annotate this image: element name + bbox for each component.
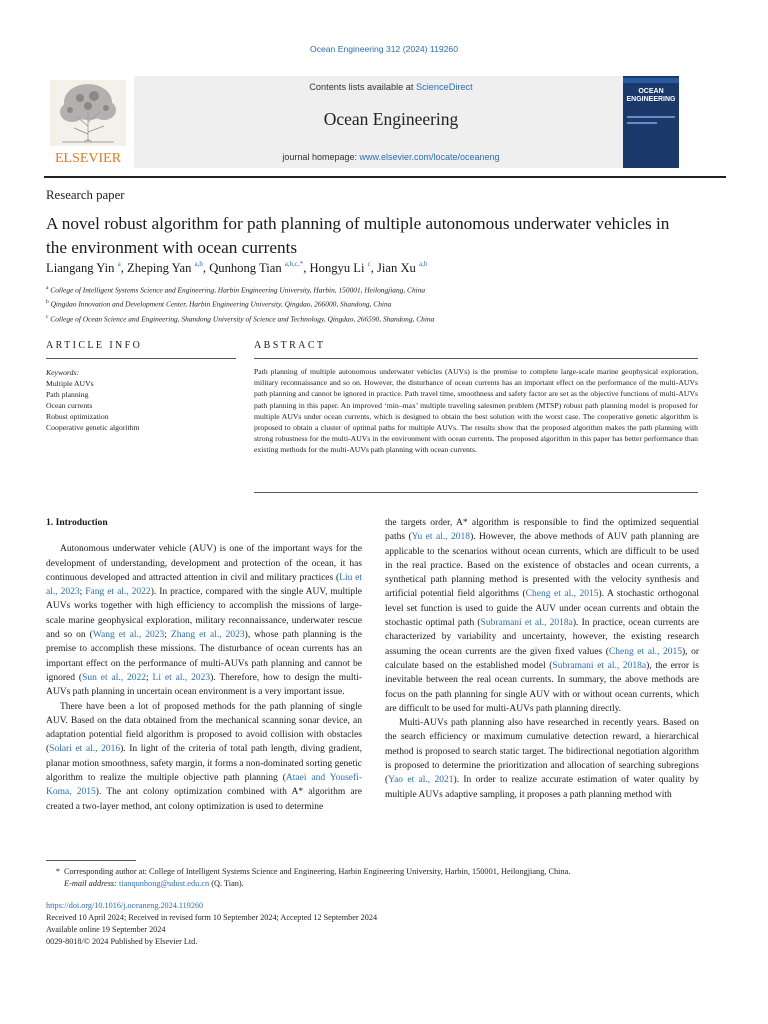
abstract-text: Path planning of multiple autonomous underwater vehicles (AUVs) is the premise to complete large-scale marine geophysical exploration, military reconnaissance and so on. However, the disturbance of ocean currents has an important effect on the performance of the multi-AUVs path planning and cannot be ignored in practice. Path travel time, smoothness and safety factor are set as the objective functions of multi-AUVs path planning in this paper. An improved ‘min–max’ multiple traveling salesmen problem (MTSP) robust path planning model is proposed for multiple AUVs under ocean currents, which is designed to obtain the best solution with the worst case. The cooperative genetic algorithm is proposed to obtain a cluster of optimal paths for multiple AUVs. The results show that the proposed algorithm makes the path planning with strong robustness for the multi-AUVs in the environment with ocean currents. The proposed algorithm in this paper has better performance than existing methods for the multi-AUVs path planning with ocean currents. xyxy=(254,367,698,455)
article-info-rule xyxy=(46,358,236,359)
cover-decoration xyxy=(627,122,657,124)
keyword: Ocean currents xyxy=(46,401,93,410)
cover-title xyxy=(623,88,679,103)
affiliation-key: b xyxy=(46,299,49,306)
section-title: 1. Introduction xyxy=(46,517,108,528)
paragraph-text: ), the error is inevitable between the real ocean currents. In summary, the above methods are focus on the path planning for single AUV with or without ocean currents, which are difficult to be used for multi-AUVs path planning directly. xyxy=(385,660,699,714)
paragraph-text: ). In practice, ocean currents are characterized by variability and uncertainty, however, the existing research assuming the ocean currents are the given fixed values ( xyxy=(385,618,699,657)
affiliation-text: Qingdao Innovation and Development Center, Harbin Engineering University, Qingdao, 266000, Shandong, China xyxy=(48,299,392,309)
citation-link[interactable]: Li et al., 2023 xyxy=(152,672,211,683)
paragraph-text: ). A stochastic orthogonal level set function is used to guide the AUV under ocean currents and obtain the stochastic optimal path ( xyxy=(385,589,699,629)
author-affiliation-marker[interactable]: a xyxy=(117,260,121,268)
citation-link[interactable]: Ataei and Yousefi-Koma, 2015 xyxy=(46,773,362,798)
keyword: Path planning xyxy=(46,390,89,399)
elsevier-tree-icon xyxy=(44,76,132,168)
contents-prefix: Contents lists available at xyxy=(309,82,417,92)
corresponding-text: Corresponding author at: College of Intelligent Systems Science and Engineering, Harbin Engineering University, Harbin, 150001, Heilongjiang, China. xyxy=(64,867,571,876)
homepage-link[interactable]: www.elsevier.com/locate/oceaneng xyxy=(359,152,500,162)
author-affiliation-marker[interactable]: a,b xyxy=(419,260,428,268)
cover-top-band xyxy=(623,78,679,83)
corresponding-author-note xyxy=(46,866,726,878)
citation-link[interactable]: Wang et al., 2023 xyxy=(92,630,165,641)
author-name[interactable]: Jian Xu xyxy=(377,261,416,275)
author-name[interactable]: Hongyu Li xyxy=(309,261,365,275)
received-dates: Received 10 April 2024; Received in revised form 10 September 2024; Accepted 12 September 2024 xyxy=(46,913,378,922)
keywords-label: Keywords: xyxy=(46,368,80,377)
homepage-prefix: journal homepage: xyxy=(282,152,360,162)
cover-decoration xyxy=(627,116,675,118)
paragraph-text: ). In practice, compared with the single AUV, multiple AUVs works together with high efficiency to accomplish the missions of large-scale marine geophysical exploration, military reconnaissance, underwater rescue and so on ( xyxy=(46,587,363,641)
paragraph xyxy=(46,700,362,814)
publication-info xyxy=(46,900,646,948)
affiliation xyxy=(46,282,726,296)
citation-link[interactable]: Cheng et al., 2015 xyxy=(608,646,682,657)
article-info-heading: ARTICLE INFO xyxy=(46,340,143,351)
journal-header xyxy=(44,76,726,171)
footnote-divider xyxy=(46,860,136,861)
sciencedirect-link[interactable]: ScienceDirect xyxy=(416,82,473,92)
paragraph-text: ), or calculate based on the established model ( xyxy=(385,646,700,671)
author-name[interactable]: Qunhong Tian xyxy=(209,261,282,275)
paragraph-text: ). Therefore, how to design the multi-AUVs path planning in uncertain ocean environment is a very important issue. xyxy=(46,672,363,698)
paragraph-text: ; xyxy=(79,587,86,598)
affiliation-text: College of Intelligent Systems Science and Engineering, Harbin Engineering University, Harbin, 150001, Heilongjiang, China xyxy=(48,285,426,295)
paragraph-text: ). In order to realize accurate estimation of water quality by multiple AUVs adaptive sampling, it proposes a path planning method with xyxy=(385,775,699,800)
citation-link[interactable]: Zhang et al., 2023 xyxy=(170,630,245,641)
paragraph-text: ). In light of the criteria of total path length, diving gradient, planar motion smoothness, safety margin, it forms a non-dominated sorting genetic algorithm to realize the multiple objective path planning ( xyxy=(46,744,363,784)
cover-title-line-2: ENGINEERING xyxy=(626,95,676,103)
citation-link[interactable]: Liu et al., 2023 xyxy=(46,572,362,598)
affiliation-key: c xyxy=(46,313,49,320)
affiliation-key: a xyxy=(46,285,49,291)
paragraph-text: Autonomous underwater vehicle (AUV) is one of the important ways for the development of understanding, development and protection of the ocean, it has continuous developed and attracted attention in civil and military practices ( xyxy=(46,544,362,583)
elsevier-logo[interactable] xyxy=(44,76,132,168)
paragraph-text: ; xyxy=(164,630,171,641)
keyword: Cooperative genetic algorithm xyxy=(46,423,140,432)
affiliation xyxy=(46,311,726,325)
available-online: Available online 19 September 2024 xyxy=(46,925,166,934)
journal-cover-image[interactable] xyxy=(623,76,679,168)
author-name[interactable]: Zheping Yan xyxy=(127,261,192,275)
citation-link[interactable]: Sun et al., 2022 xyxy=(82,672,146,683)
footnote-marker: * xyxy=(55,867,60,876)
paragraph-text: ). However, the above methods of AUV path planning are applicable to the scenarios without ocean currents, which are difficult to be used in the real practice. Based on the existence of obstacles and ocean currents, a synthetical path planning method is presented with the velocity synthesis and artificial potential field algorithms ( xyxy=(385,532,699,600)
paragraph-text: ; xyxy=(146,672,153,683)
paragraph-text: There have been a lot of proposed methods for the path planning of single AUV. Based on the data obtained from the mechanical scanning sonar device, an adaptation potential field algorithm is proposed to avoid collision with obstacles ( xyxy=(46,701,362,755)
citation-link[interactable]: Yu et al., 2018 xyxy=(411,532,471,543)
email-line xyxy=(46,878,726,890)
journal-banner xyxy=(134,76,648,168)
paragraph xyxy=(46,542,362,699)
journal-citation[interactable]: Ocean Engineering 312 (2024) 119260 xyxy=(310,44,458,54)
paragraph-text: the targets order, A* algorithm is responsible to find the optimized sequential paths ( xyxy=(385,518,699,543)
citation-link[interactable]: Solari et al., 2016 xyxy=(49,744,121,755)
citation-link[interactable]: Subramani et al., 2018a xyxy=(480,618,573,629)
journal-name: Ocean Engineering xyxy=(323,109,459,129)
keywords-block xyxy=(46,367,236,433)
homepage-line xyxy=(134,152,648,162)
author-list: Liangang Yin $^a$, Zheping Yan $^{a,b}$, Qunhong Tian $^{a,b,c,*}$, Hongyu Li $^c$, Jian Xu $^{a,b}$ xyxy=(46,260,428,275)
body-column-left xyxy=(46,516,362,814)
body-column-right xyxy=(385,516,699,802)
email-link[interactable]: tianqunhong@sdust.edu.cn xyxy=(119,879,210,888)
cover-title-line-1: OCEAN xyxy=(638,88,664,95)
paragraph-text: Multi-AUVs path planning also have researched in recently years. Based on the search efficiency or maximum cumulative detection reward, a hierarchical method is proposed to search static target. The bidirectional negotiation algorithm is proposed to determine the prioritization and allocation of searching subregions ( xyxy=(385,718,699,786)
affiliations xyxy=(46,282,726,325)
email-suffix: (Q. Tian). xyxy=(211,879,244,888)
doi-link[interactable]: https://doi.org/10.1016/j.oceaneng.2024.119260 xyxy=(46,901,204,910)
article-title: A novel robust algorithm for path planning of multiple autonomous underwater vehicles in the environment with ocean currents xyxy=(46,214,670,257)
keywords-list xyxy=(46,378,236,433)
paragraph-text: ). The ant colony optimization combined with A* algorithm are created a two-layer method, ant colony optimization is used to determine xyxy=(46,787,363,812)
keyword: Robust optimization xyxy=(46,412,109,421)
author-affiliation-marker[interactable]: a,b xyxy=(194,260,203,268)
header-divider xyxy=(44,176,726,178)
citation-link[interactable]: Cheng et al., 2015 xyxy=(525,589,599,600)
author-affiliation-marker[interactable]: a,b,c,* xyxy=(284,260,304,268)
citation-link[interactable]: Yao et al., 2021 xyxy=(388,775,454,786)
abstract-heading: ABSTRACT xyxy=(254,340,326,351)
email-label: E-mail address: xyxy=(64,879,117,888)
abstract-bottom-rule xyxy=(254,492,698,493)
footnote xyxy=(46,866,726,890)
affiliation xyxy=(46,296,726,310)
paragraph xyxy=(385,716,699,802)
article-type: Research paper xyxy=(46,188,125,202)
citation-link[interactable]: Fang et al., 2022 xyxy=(85,587,151,598)
keyword: Multiple AUVs xyxy=(46,379,94,388)
citation-link[interactable]: Subramani et al., 2018a xyxy=(552,660,647,671)
affiliation-text: College of Ocean Science and Engineering, Shandong University of Science and Technology, Qingdao, 266590, Shandong, China xyxy=(48,314,435,324)
copyright: 0029-8018/© 2024 Published by Elsevier Ltd. xyxy=(46,937,198,946)
paragraph xyxy=(385,516,699,716)
abstract-rule xyxy=(254,358,698,359)
publisher-wordmark: ELSEVIER xyxy=(54,151,122,166)
author-affiliation-marker[interactable]: c xyxy=(367,260,371,268)
paragraph-text: ), whose path planning is the premise to accomplish these missions. The disturbance of ocean currents has an important effect on the performance of multi-AUVs path planning and cannot be ignored ( xyxy=(46,630,363,683)
contents-line xyxy=(134,82,648,92)
author-name[interactable]: Liangang Yin xyxy=(46,261,115,275)
